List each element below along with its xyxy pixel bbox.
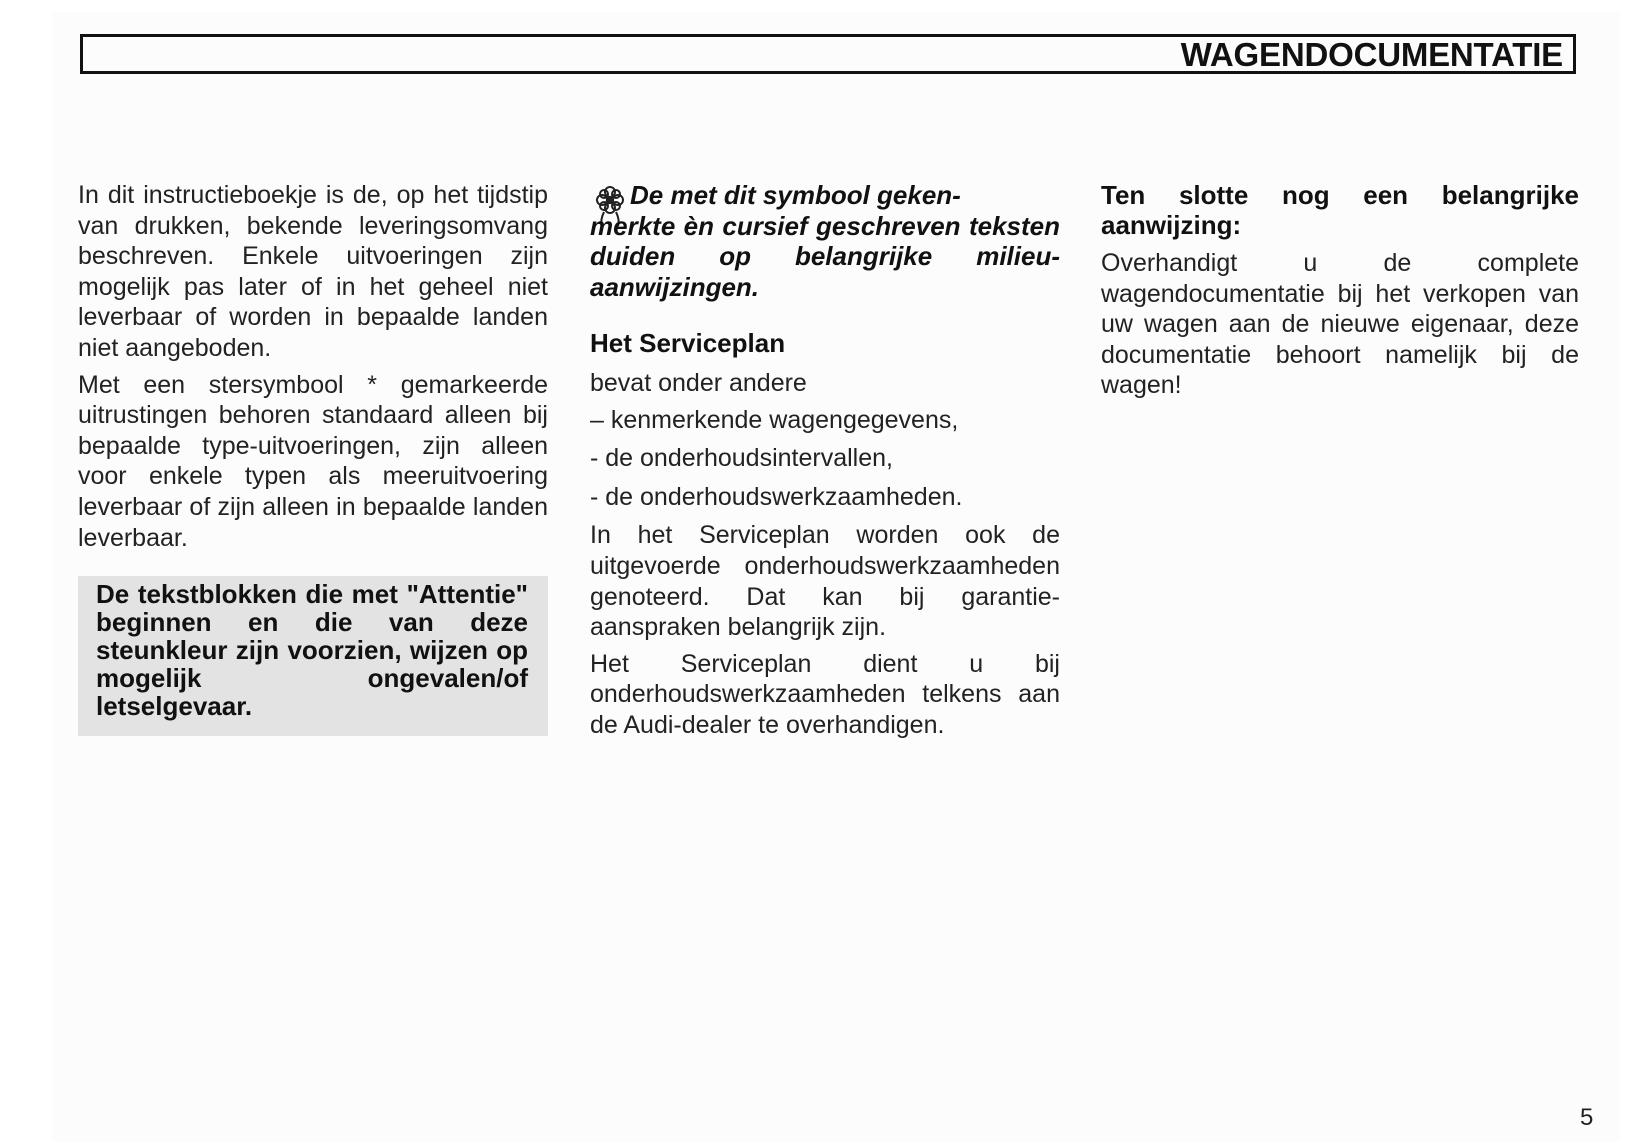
environment-note xyxy=(590,180,1060,302)
serviceplan-paragraph: In het Serviceplan worden ook de uitgevoerde onderhoudswerkzaamheden genoteerd. Dat kan bij garantie-aanspraken belangrijk zijn. xyxy=(590,521,1060,642)
important-note-paragraph: Overhandigt u de complete wagendocumentatie bij het verkopen van uw wagen aan de nieuwe eigenaar, deze documentatie behoort namelijk bij de wagen! xyxy=(1101,249,1579,400)
column-middle xyxy=(590,180,1060,747)
list-item: – kenmerkende wagengegevens, xyxy=(590,405,959,434)
environment-note-rest: merkte èn cursief geschreven teksten duiden op belangrijke milieu-aanwijzingen. xyxy=(590,210,1060,302)
list-item: - de onderhoudsintervallen, xyxy=(590,444,893,473)
attention-box xyxy=(78,576,548,736)
page-header xyxy=(80,34,1576,74)
environment-note-first: De met dit symbool geken- xyxy=(630,180,961,210)
column-left xyxy=(78,180,548,559)
serviceplan-dealer-paragraph: Het Serviceplan dient u bij onderhoudswerkzaamheden telkens aan de Audi-dealer te overhandigen. xyxy=(590,649,1060,739)
page-number: 5 xyxy=(1580,1104,1594,1131)
serviceplan-intro: bevat onder andere xyxy=(590,369,807,397)
important-note-heading: Ten slotte nog een belangrijke aanwijzing: xyxy=(1101,180,1579,240)
serviceplan-heading: Het Serviceplan xyxy=(590,328,786,358)
star-symbol-paragraph: Met een stersymbool * gemarkeerde uitrustingen behoren standaard alleen bij bepaalde type-uitvoeringen, zijn alleen voor enkele typen als meeruitvoering leverbaar of zijn alleen in bepaalde landen leverbaar. xyxy=(78,370,548,552)
list-item: - de onderhoudswerkzaamheden. xyxy=(590,482,963,511)
attention-text: De tekstblokken die met "Attentie" beginnen en die van deze steunkleur zijn voorzien, wijzen op mogelijk ongevalen/of letselgevaar. xyxy=(96,579,528,721)
column-right xyxy=(1101,180,1579,407)
environment-note-text xyxy=(590,180,1060,302)
intro-paragraph: In dit instructieboekje is de, op het tijdstip van drukken, bekende leveringsomvang beschreven. Enkele uitvoeringen zijn mogelijk pas later of in het geheel niet leverbaar of worden in bepaalde landen niet aangeboden. xyxy=(78,181,548,362)
page-title: WAGENDOCUMENTATIE xyxy=(1180,36,1563,73)
